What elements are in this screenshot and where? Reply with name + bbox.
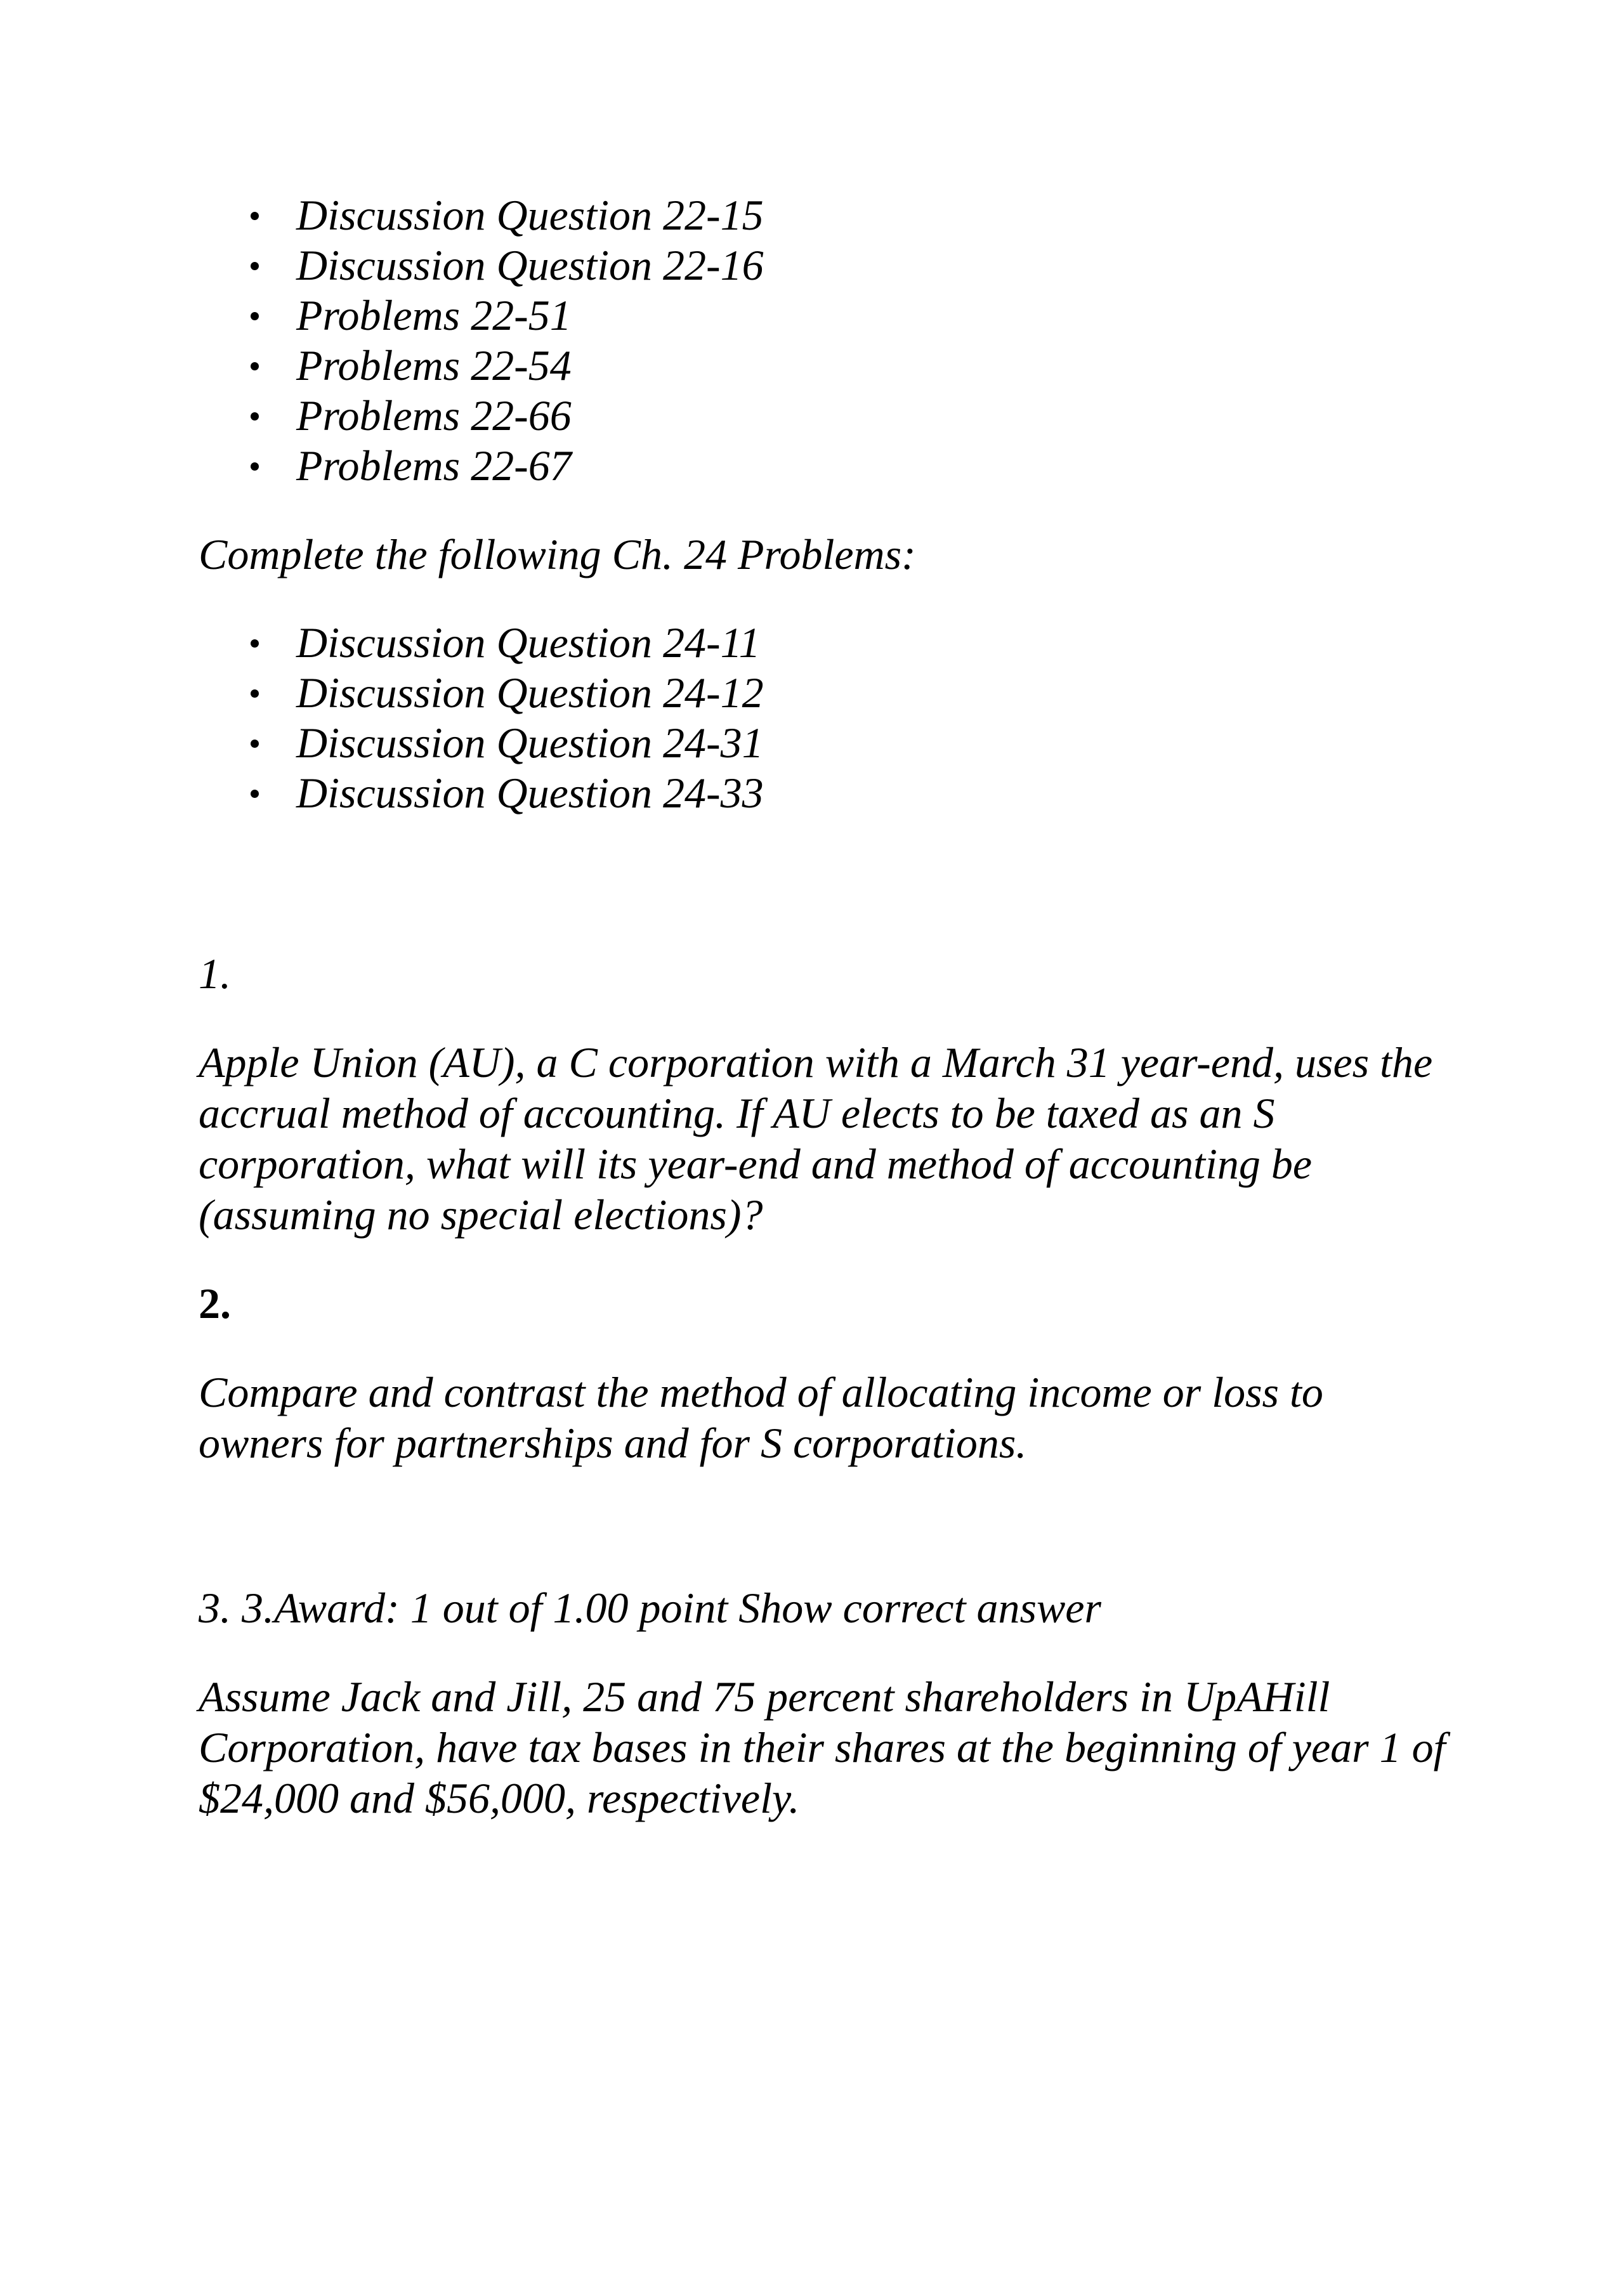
bullet-icon [251, 639, 259, 648]
list-item: Problems 22-54 [199, 341, 1467, 391]
question-1-number: 1. [199, 949, 231, 998]
ch24-heading: Complete the following Ch. 24 Problems: [199, 530, 916, 578]
list-item: Problems 22-51 [199, 290, 1467, 341]
list-item: Discussion Question 22-16 [199, 240, 1467, 290]
bullet-icon [251, 362, 259, 370]
bullet-icon [251, 689, 259, 698]
ch22-problem-list [199, 190, 1467, 491]
bullet-icon [251, 790, 259, 798]
ch24-problem-list [199, 618, 1467, 818]
question-3-header: 3. 3.Award: 1 out of 1.00 point Show correct answer [199, 1584, 1101, 1632]
question-2-text: Compare and contrast the method of allocating income or loss to owners for partnerships and for S corporations. [199, 1368, 1323, 1467]
list-item: Problems 22-66 [199, 391, 1467, 441]
question-1-text: Apple Union (AU), a C corporation with a March 31 year-end, uses the accrual method of accounting. If AU elects to be taxed as an S corporation, what will its year-end and method of accounting be (assuming no special elections)? [199, 1038, 1433, 1239]
list-item: Discussion Question 24-12 [199, 668, 1467, 718]
list-item: Discussion Question 22-15 [199, 190, 1467, 240]
document-content [199, 190, 1467, 1823]
list-item: Problems 22-67 [199, 441, 1467, 491]
bullet-icon [251, 740, 259, 748]
bullet-icon [251, 462, 259, 471]
list-item: Discussion Question 24-11 [199, 618, 1467, 668]
list-item: Discussion Question 24-33 [199, 768, 1467, 818]
bullet-icon [251, 212, 259, 220]
list-item: Discussion Question 24-31 [199, 718, 1467, 768]
bullet-icon [251, 412, 259, 421]
bullet-icon [251, 312, 259, 320]
question-3-text: Assume Jack and Jill, 25 and 75 percent shareholders in UpAHill Corporation, have tax bases in their shares at the beginning of year 1 of $24,000 and $56,000, respectively. [199, 1673, 1446, 1822]
question-2-number: 2. [199, 1279, 231, 1327]
bullet-icon [251, 262, 259, 270]
